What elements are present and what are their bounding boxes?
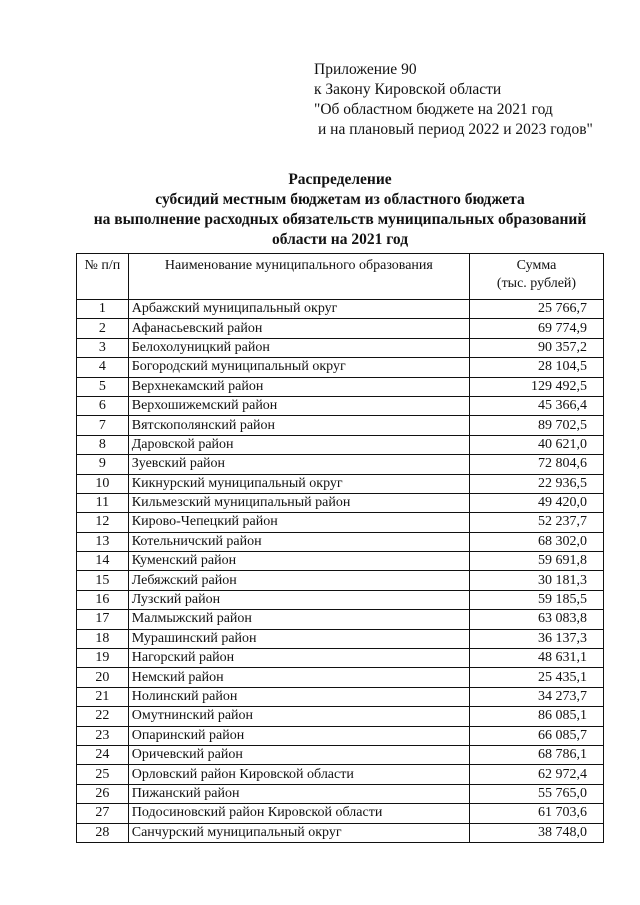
row-sum: 59 185,5 <box>469 590 603 609</box>
table-row <box>77 590 604 609</box>
row-name: Белохолуницкий район <box>128 338 469 357</box>
row-num: 27 <box>77 804 129 823</box>
table-row <box>77 552 604 571</box>
appendix-note <box>314 60 593 140</box>
table-row <box>77 455 604 474</box>
row-name: Верхошижемский район <box>128 396 469 415</box>
row-name: Афанасьевский район <box>128 319 469 338</box>
row-num: 13 <box>77 532 129 551</box>
header-sum <box>469 254 603 300</box>
row-sum: 61 703,6 <box>469 804 603 823</box>
row-name: Нолинский район <box>128 687 469 706</box>
row-sum: 40 621,0 <box>469 435 603 454</box>
row-num: 5 <box>77 377 129 396</box>
row-sum: 30 181,3 <box>469 571 603 590</box>
row-sum: 72 804,6 <box>469 455 603 474</box>
table-row <box>77 513 604 532</box>
row-name: Малмыжский район <box>128 610 469 629</box>
row-sum: 66 085,7 <box>469 726 603 745</box>
header-name: Наименование муниципального образования <box>128 254 469 300</box>
table-row <box>77 687 604 706</box>
row-sum: 89 702,5 <box>469 416 603 435</box>
row-num: 8 <box>77 435 129 454</box>
row-num: 10 <box>77 474 129 493</box>
row-num: 25 <box>77 765 129 784</box>
row-num: 19 <box>77 649 129 668</box>
row-sum: 45 366,4 <box>469 396 603 415</box>
row-name: Верхнекамский район <box>128 377 469 396</box>
row-name: Нагорский район <box>128 649 469 668</box>
header-num: № п/п <box>77 254 129 300</box>
table-row <box>77 629 604 648</box>
table-row <box>77 358 604 377</box>
row-sum: 22 936,5 <box>469 474 603 493</box>
row-num: 4 <box>77 358 129 377</box>
row-num: 21 <box>77 687 129 706</box>
row-sum: 59 691,8 <box>469 552 603 571</box>
table-row <box>77 571 604 590</box>
row-sum: 52 237,7 <box>469 513 603 532</box>
row-num: 7 <box>77 416 129 435</box>
row-num: 23 <box>77 726 129 745</box>
row-name: Омутнинский район <box>128 707 469 726</box>
document-title <box>60 170 620 250</box>
row-num: 2 <box>77 319 129 338</box>
title-line-3: на выполнение расходных обязательств муниципальных образований <box>93 211 587 228</box>
row-num: 17 <box>77 610 129 629</box>
row-sum: 28 104,5 <box>469 358 603 377</box>
table-row <box>77 823 604 842</box>
row-name: Лебяжский район <box>128 571 469 590</box>
row-sum: 36 137,3 <box>469 629 603 648</box>
row-num: 14 <box>77 552 129 571</box>
row-sum: 68 302,0 <box>469 532 603 551</box>
row-name: Лузский район <box>128 590 469 609</box>
row-name: Куменский район <box>128 552 469 571</box>
row-num: 26 <box>77 784 129 803</box>
row-name: Опаринский район <box>128 726 469 745</box>
row-sum: 48 631,1 <box>469 649 603 668</box>
table-row <box>77 377 604 396</box>
row-sum: 62 972,4 <box>469 765 603 784</box>
table-row <box>77 338 604 357</box>
row-num: 11 <box>77 493 129 512</box>
row-num: 6 <box>77 396 129 415</box>
row-num: 24 <box>77 745 129 764</box>
row-name: Зуевский район <box>128 455 469 474</box>
table-row <box>77 765 604 784</box>
row-num: 9 <box>77 455 129 474</box>
row-num: 15 <box>77 571 129 590</box>
appendix-line-2: к Закону Кировской области <box>314 81 502 98</box>
table-row <box>77 804 604 823</box>
table-row <box>77 707 604 726</box>
table-body <box>77 300 604 843</box>
row-name: Кирово-Чепецкий район <box>128 513 469 532</box>
title-line-2: субсидий местным бюджетам из областного бюджета <box>155 191 525 208</box>
table-header-row <box>77 254 604 300</box>
row-num: 28 <box>77 823 129 842</box>
table-row <box>77 649 604 668</box>
row-name: Богородский муниципальный округ <box>128 358 469 377</box>
table-row <box>77 396 604 415</box>
appendix-line-3: "Об областном бюджете на 2021 год <box>314 101 553 118</box>
row-num: 22 <box>77 707 129 726</box>
title-line-4: области на 2021 год <box>271 231 409 248</box>
row-name: Санчурский муниципальный округ <box>128 823 469 842</box>
table-row <box>77 784 604 803</box>
row-sum: 34 273,7 <box>469 687 603 706</box>
row-num: 20 <box>77 668 129 687</box>
row-name: Пижанский район <box>128 784 469 803</box>
header-sum-line-1: Сумма <box>516 258 557 273</box>
table-row <box>77 435 604 454</box>
row-sum: 69 774,9 <box>469 319 603 338</box>
subsidy-table <box>76 253 604 843</box>
row-sum: 38 748,0 <box>469 823 603 842</box>
row-name: Даровской район <box>128 435 469 454</box>
table-row <box>77 300 604 319</box>
row-num: 12 <box>77 513 129 532</box>
table-row <box>77 474 604 493</box>
row-sum: 49 420,0 <box>469 493 603 512</box>
row-num: 3 <box>77 338 129 357</box>
row-name: Оричевский район <box>128 745 469 764</box>
row-sum: 68 786,1 <box>469 745 603 764</box>
table-row <box>77 416 604 435</box>
title-line-1: Распределение <box>288 171 392 188</box>
header-sum-line-2: (тыс. рублей) <box>496 276 577 291</box>
row-sum: 25 766,7 <box>469 300 603 319</box>
table-row <box>77 668 604 687</box>
row-name: Кильмезский муниципальный район <box>128 493 469 512</box>
row-name: Орловский район Кировской области <box>128 765 469 784</box>
row-num: 18 <box>77 629 129 648</box>
row-name: Немский район <box>128 668 469 687</box>
row-sum: 90 357,2 <box>469 338 603 357</box>
row-name: Кикнурский муниципальный округ <box>128 474 469 493</box>
row-sum: 25 435,1 <box>469 668 603 687</box>
table-row <box>77 532 604 551</box>
row-name: Котельничский район <box>128 532 469 551</box>
table-row <box>77 493 604 512</box>
table-row <box>77 726 604 745</box>
row-name: Подосиновский район Кировской области <box>128 804 469 823</box>
row-sum: 129 492,5 <box>469 377 603 396</box>
row-name: Мурашинский район <box>128 629 469 648</box>
row-name: Арбажский муниципальный округ <box>128 300 469 319</box>
appendix-line-4: и на плановый период 2022 и 2023 годов" <box>318 121 593 138</box>
row-name: Вятскополянский район <box>128 416 469 435</box>
table-row <box>77 319 604 338</box>
row-sum: 55 765,0 <box>469 784 603 803</box>
table-row <box>77 745 604 764</box>
row-sum: 86 085,1 <box>469 707 603 726</box>
row-num: 16 <box>77 590 129 609</box>
appendix-line-1: Приложение 90 <box>314 61 417 78</box>
row-num: 1 <box>77 300 129 319</box>
table-row <box>77 610 604 629</box>
row-sum: 63 083,8 <box>469 610 603 629</box>
